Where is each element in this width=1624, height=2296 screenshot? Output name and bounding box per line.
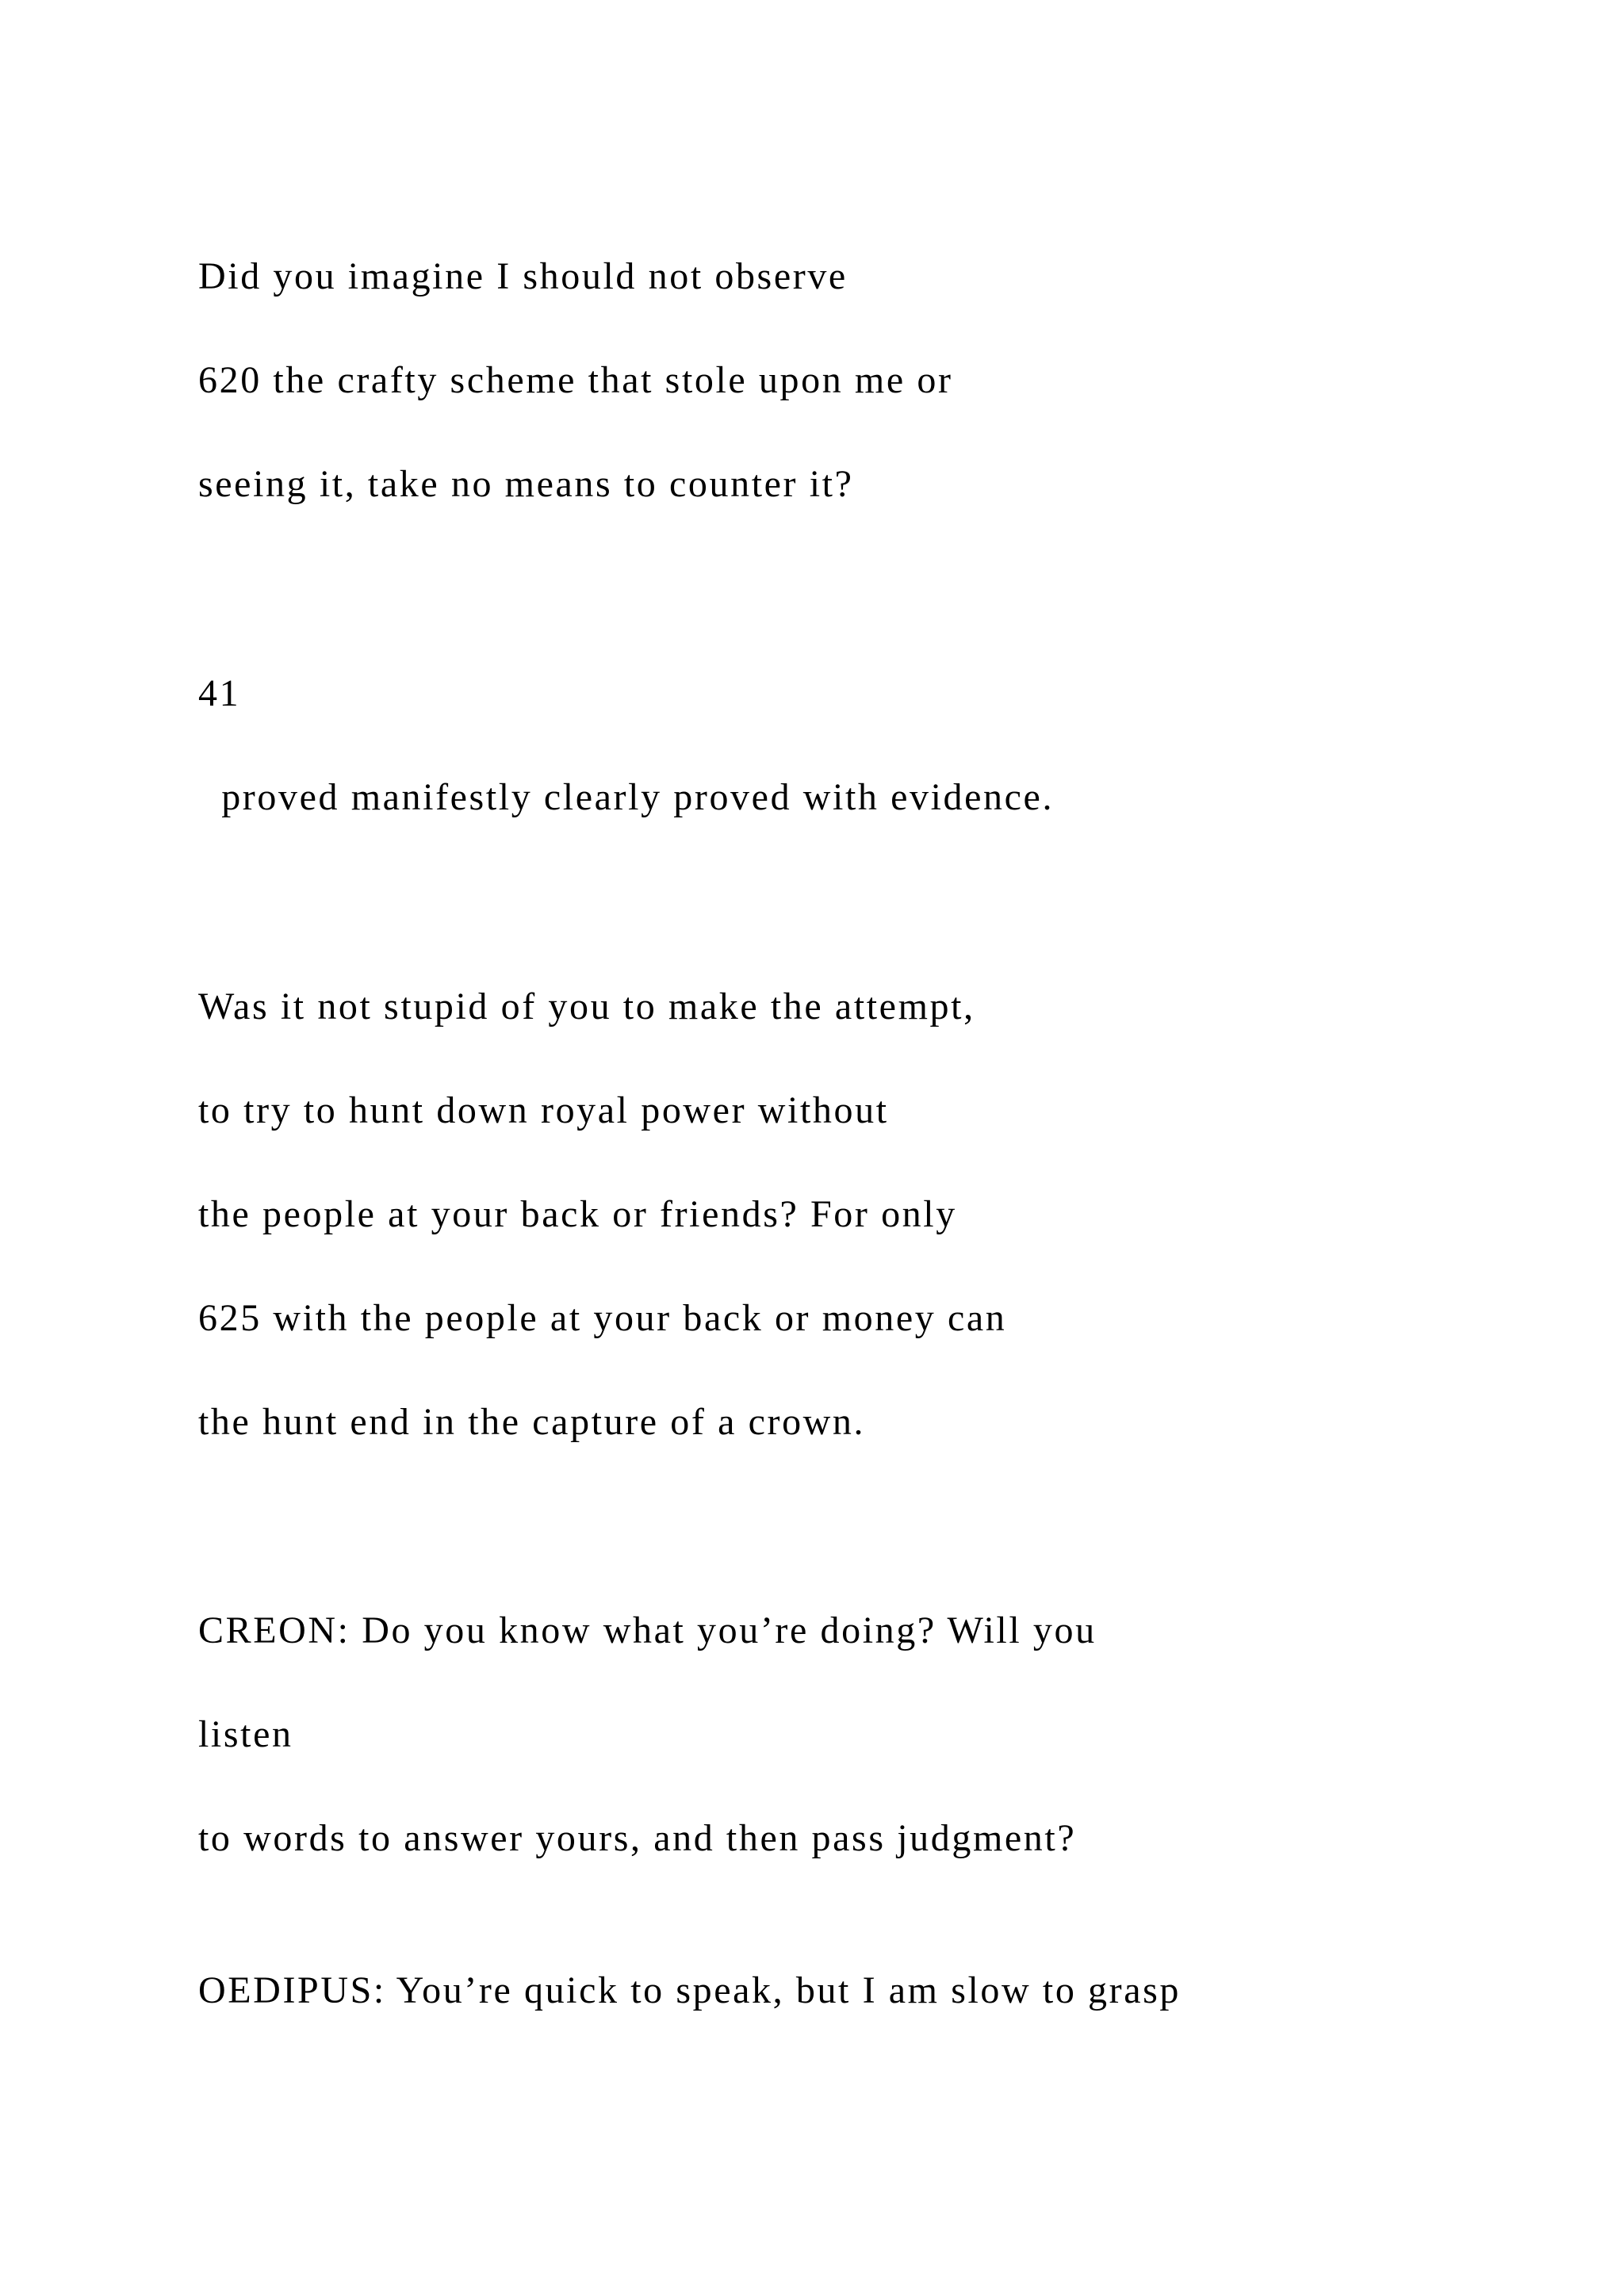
speaker-line: CREON: Do you know what you’re doing? Will you: [198, 1609, 1097, 1651]
text-line: 625 with the people at your back or money can: [198, 1297, 1007, 1339]
text-line: listen: [198, 1713, 293, 1755]
footnote-number: 41: [198, 672, 241, 714]
text-line: 620 the crafty scheme that stole upon me or: [198, 359, 953, 401]
text-line: to words to answer yours, and then pass judgment?: [198, 1817, 1077, 1859]
speaker-line: OEDIPUS: You’re quick to speak, but I am slow to grasp: [198, 1969, 1181, 2011]
footnote-text: proved manifestly clearly proved with evidence.: [198, 776, 1055, 818]
text-line: seeing it, take no means to counter it?: [198, 463, 854, 505]
text-line: Did you imagine I should not observe: [198, 255, 848, 297]
text-line: Was it not stupid of you to make the attempt,: [198, 985, 975, 1027]
text-line: the people at your back or friends? For only: [198, 1193, 957, 1235]
text-line: the hunt end in the capture of a crown.: [198, 1401, 866, 1443]
text-line: to try to hunt down royal power without: [198, 1089, 889, 1131]
